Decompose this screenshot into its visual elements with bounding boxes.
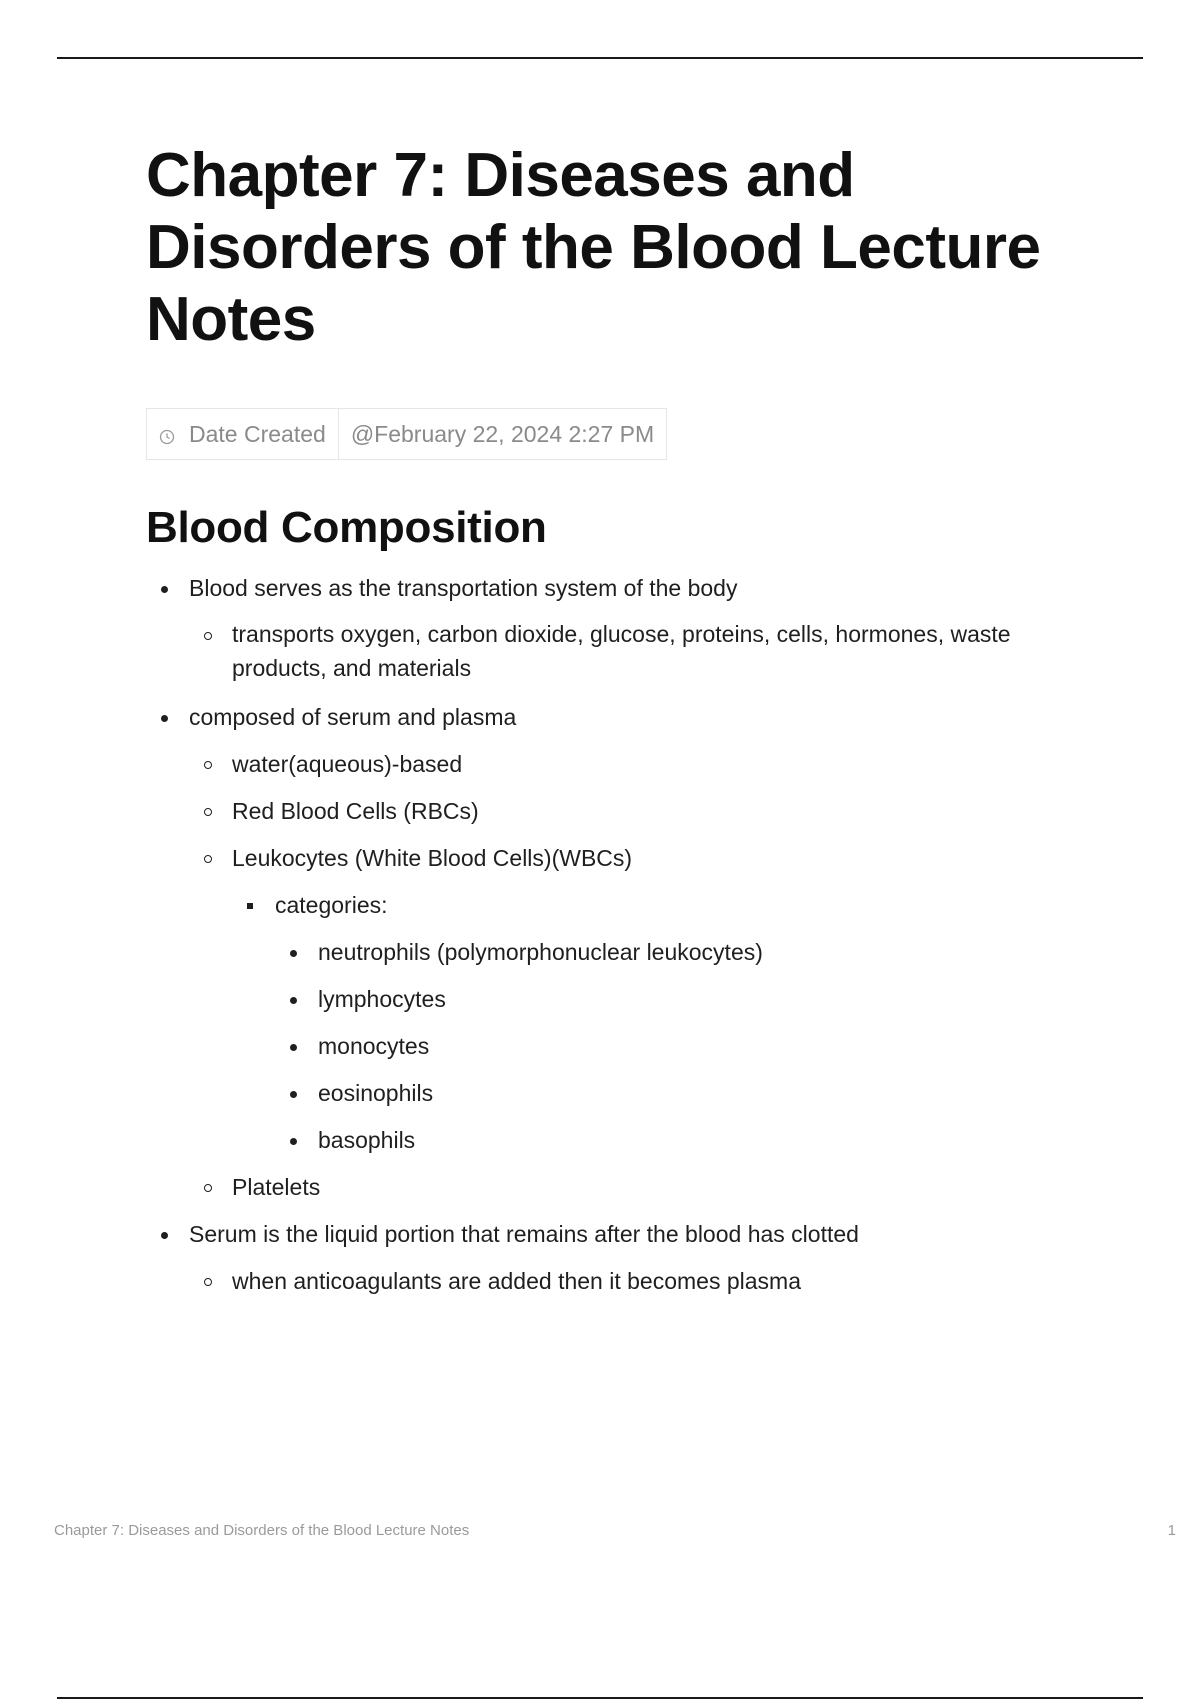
top-rule [57, 57, 1143, 59]
disc-bullet-icon [290, 1044, 297, 1051]
list-item [146, 570, 1086, 685]
properties-table [146, 408, 667, 460]
circle-bullet-icon [204, 855, 212, 863]
disc-bullet-icon [290, 1138, 297, 1145]
disc-bullet-icon [161, 1232, 168, 1239]
list-item [189, 1169, 1086, 1206]
list-item-text: monocytes [318, 1033, 430, 1059]
disc-bullet-icon [161, 715, 168, 722]
list-item [189, 793, 1086, 830]
circle-bullet-icon [204, 808, 212, 816]
list-item [146, 1216, 1086, 1300]
list-item-text: Leukocytes (White Blood Cells)(WBCs) [232, 845, 633, 871]
list-item-text: neutrophils (polymorphonuclear leukocytes) [318, 939, 763, 965]
list-item [189, 840, 1086, 1159]
page-content [146, 140, 1086, 1300]
list-item-text: Serum is the liquid portion that remains after the blood has clotted [189, 1221, 859, 1247]
circle-bullet-icon [204, 761, 212, 769]
list-item-text: eosinophils [318, 1080, 434, 1106]
date-created-value-cell[interactable] [338, 409, 666, 459]
list-item-text: Blood serves as the transportation system of the body [189, 575, 738, 601]
circle-bullet-icon [204, 1278, 212, 1286]
list-item [275, 1028, 1086, 1065]
date-created-value: @February 22, 2024 2:27 PM [350, 420, 655, 447]
bottom-rule [57, 1697, 1143, 1699]
list-item [275, 981, 1086, 1018]
footer-page-number: 1 [1167, 1522, 1176, 1539]
list-item [189, 746, 1086, 783]
disc-bullet-icon [161, 586, 168, 593]
list-item [189, 617, 1086, 685]
page-title: Chapter 7: Diseases and Disorders of the Blood Lecture Notes [146, 141, 1041, 354]
list-item [189, 1263, 1086, 1300]
disc-bullet-icon [290, 950, 297, 957]
list-item [275, 1122, 1086, 1159]
disc-bullet-icon [290, 997, 297, 1004]
list-item [232, 887, 1086, 1159]
circle-bullet-icon [204, 1184, 212, 1192]
list-item-text: basophils [318, 1127, 416, 1153]
list-item [275, 934, 1086, 971]
footer-document-title: Chapter 7: Diseases and Disorders of the Blood Lecture Notes [54, 1522, 470, 1539]
list-item-text: categories: [275, 892, 388, 918]
list-item-text: Red Blood Cells (RBCs) [232, 798, 479, 824]
list-item-text: water(aqueous)-based [232, 751, 463, 777]
list-item-text: composed of serum and plasma [189, 704, 517, 730]
section-heading-blood-composition: Blood Composition [146, 503, 547, 552]
list-item-text: Platelets [232, 1174, 321, 1200]
clock-icon [159, 429, 175, 445]
list-item [146, 699, 1086, 1206]
list-item-text: transports oxygen, carbon dioxide, glucose, proteins, cells, hormones, waste products, and materials [232, 621, 1011, 681]
bullet-list [146, 570, 1086, 1300]
date-created-label-cell [147, 409, 338, 459]
list-item-text: lymphocytes [318, 986, 446, 1012]
date-created-label: Date Created [189, 420, 326, 447]
list-item-text: when anticoagulants are added then it becomes plasma [232, 1268, 801, 1294]
disc-bullet-icon [290, 1091, 297, 1098]
list-item [275, 1075, 1086, 1112]
square-bullet-icon [247, 903, 253, 909]
circle-bullet-icon [204, 632, 212, 640]
